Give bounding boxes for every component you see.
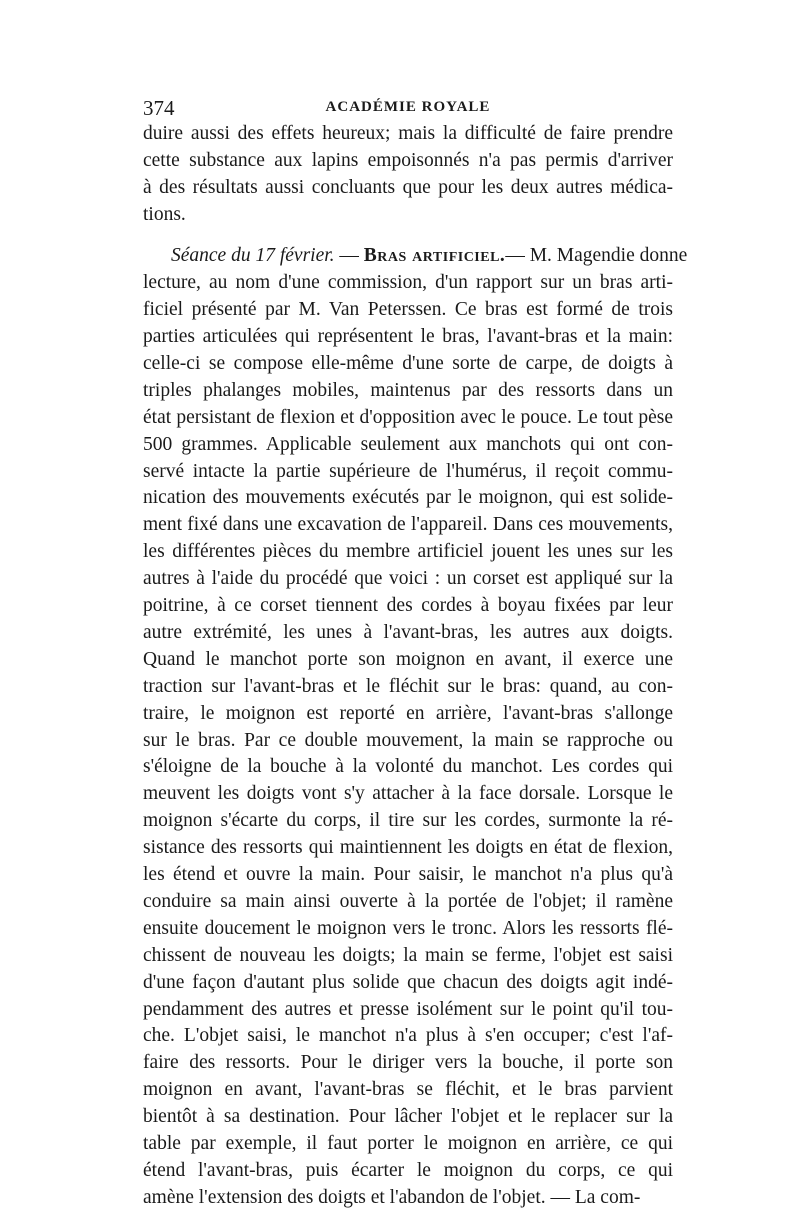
text-line: les étend et ouvre la main. Pour saisir, le manchot n'a plus qu'à [143, 864, 673, 886]
seance-dash: — [334, 245, 364, 267]
text-line: état persistant de flexion et d'opposition avec le pouce. Le tout pèse [143, 406, 673, 428]
text-line: parties articulées qui représentent le bras, l'avant-bras et la main: [143, 326, 673, 348]
text-line: faire des ressorts. Pour le diriger vers la bouche, il porte son [143, 1052, 673, 1074]
text-line: lecture, au nom d'une commission, d'un rapport sur un bras arti- [143, 272, 673, 294]
text-line: moignon en avant, l'avant-bras se fléchit, et le bras parvient [143, 1079, 673, 1101]
text-line: celle-ci se compose elle-même d'une sorte de carpe, de doigts à [143, 352, 673, 374]
text-line: chissent de nouveau les doigts; la main se ferme, l'objet est saisi [143, 944, 673, 966]
text-line: traction sur l'avant-bras et le fléchit sur le bras: quand, au con- [143, 675, 673, 697]
text-line: bientôt à sa destination. Pour lâcher l'objet et le replacer sur la [143, 1106, 673, 1128]
text-line: servé intacte la partie supérieure de l'humérus, il reçoit commu- [143, 460, 673, 482]
text-line: conduire sa main ainsi ouverte à la portée de l'objet; il ramène [143, 890, 673, 912]
seance-date: Séance du 17 février. [171, 245, 335, 267]
text-line: amène l'extension des doigts et l'abandon de l'objet. — La com- [143, 1186, 641, 1208]
running-head: ACADÉMIE ROYALE [325, 99, 491, 115]
text-line: à des résultats aussi concluants que pour les deux autres médica- [143, 176, 673, 198]
section-title: Bras artificiel. [363, 245, 506, 267]
text-line: autres à l'aide du procédé que voici : un corset est appliqué sur la [143, 568, 673, 590]
text-line: moignon s'écarte du corps, il tire sur les cordes, surmonte la ré- [143, 810, 673, 832]
text-line: nication des mouvements exécutés par le moignon, qui est solide- [143, 487, 673, 509]
text-line: ficiel présenté par M. Van Peterssen. Ce bras est formé de trois [143, 299, 673, 321]
text-line: tions. [143, 203, 186, 225]
text-line: che. L'objet saisi, le manchot n'a plus à s'en occuper; c'est l'af- [143, 1025, 673, 1047]
text-line: duire aussi des effets heureux; mais la difficulté de faire prendre [143, 123, 673, 144]
text-line: poitrine, à ce corset tiennent des cordes à boyau fixées par leur [143, 595, 673, 617]
text-line: ensuite doucement le moignon vers le tronc. Alors les ressorts flé- [143, 917, 673, 939]
text-line: ment fixé dans une excavation de l'appareil. Dans ces mouvements, [143, 514, 673, 536]
text-line: 500 grammes. Applicable seulement aux manchots qui ont con- [143, 433, 673, 455]
page-number: 374 [143, 96, 175, 120]
text-line: s'éloigne de la bouche à la volonté du manchot. Les cordes qui [143, 756, 673, 778]
text-line: traire, le moignon est reporté en arrière, l'avant-bras s'allonge [143, 702, 673, 724]
text-line: Quand le manchot porte son moignon en avant, il exerce une [143, 648, 673, 670]
text-line: table par exemple, il faut porter le moignon en arrière, ce qui [143, 1133, 673, 1155]
text-line: cette substance aux lapins empoisonnés n'a pas permis d'arriver [143, 149, 673, 171]
text-line: meuvent les doigts vont s'y attacher à la face dorsale. Lorsque le [143, 783, 673, 805]
text-line: les différentes pièces du membre artificiel jouent les unes sur les [143, 541, 673, 563]
text-line: d'une façon d'autant plus solide que chacun des doigts agit indé- [143, 971, 673, 993]
seance-heading-line [143, 242, 688, 270]
seance-rest: — M. Magendie donne [505, 245, 688, 267]
text-line: étend l'avant-bras, puis écarter le moignon du corps, ce qui [143, 1159, 673, 1181]
text-line: sistance des ressorts qui maintiennent les doigts en état de flexion, [143, 837, 673, 859]
text-line: autre extrémité, les unes à l'avant-bras, les autres aux doigts. [143, 621, 673, 643]
text-line: sur le bras. Par ce double mouvement, la main se rapproche ou [143, 729, 673, 751]
text-line: triples phalanges mobiles, maintenus par des ressorts dans un [143, 379, 673, 401]
text-line: pendamment des autres et presse isolément sur le point qu'il tou- [143, 998, 673, 1020]
